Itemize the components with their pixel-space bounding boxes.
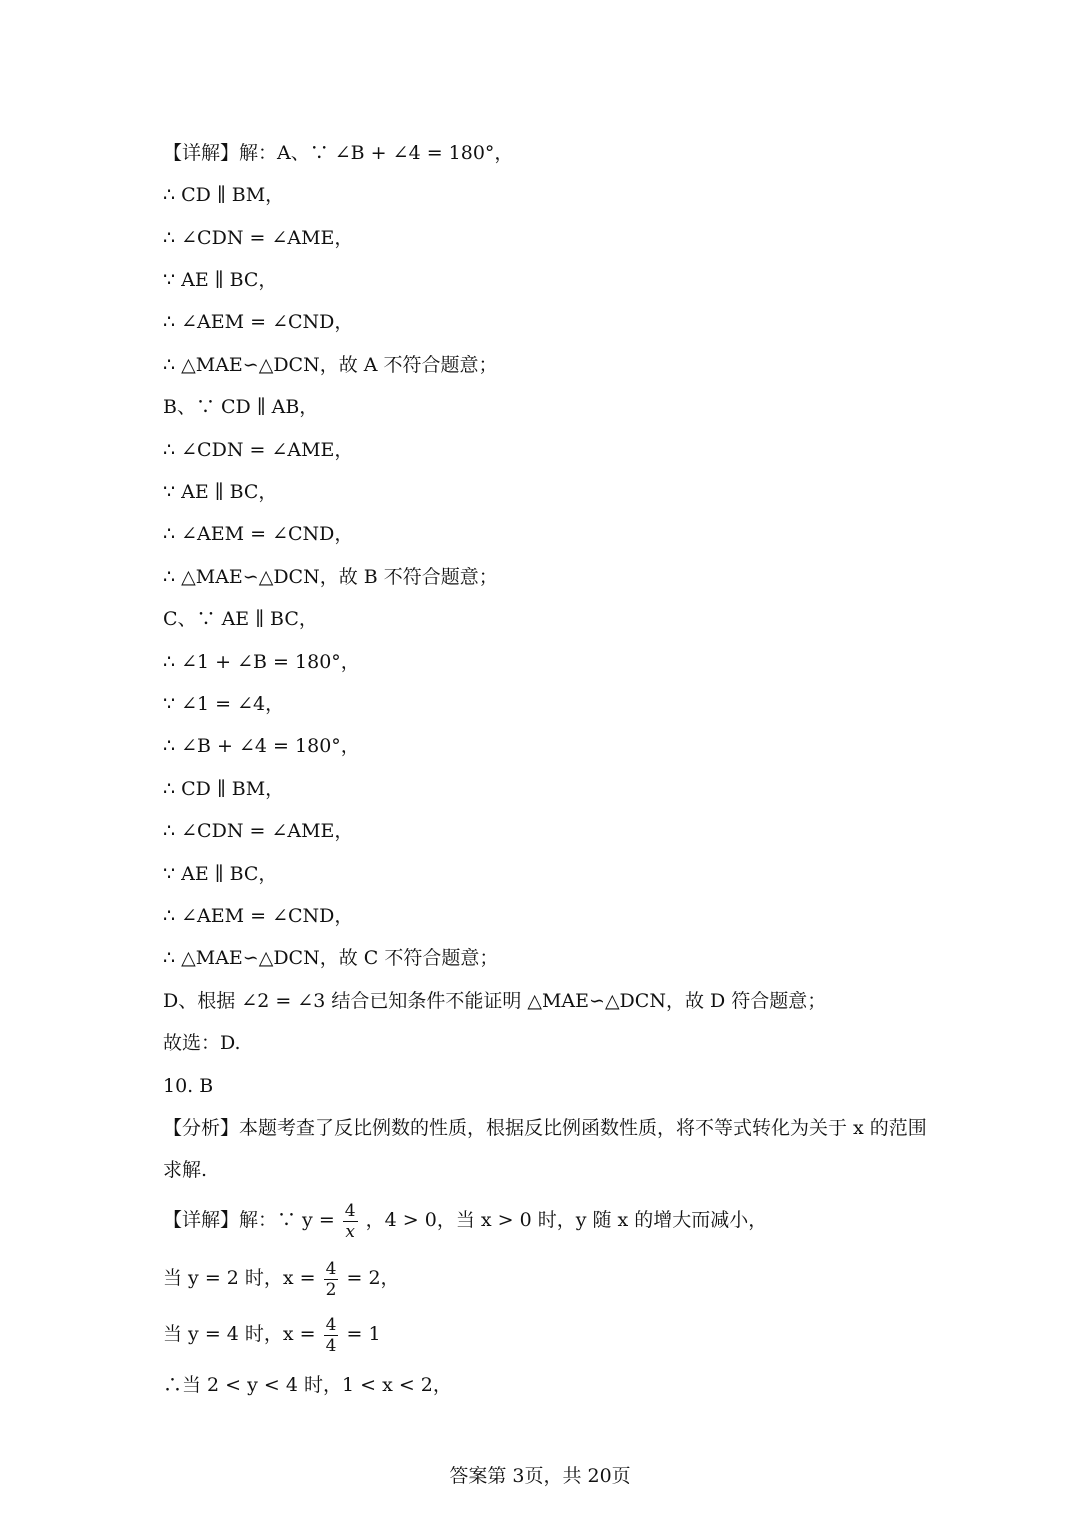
- fraction: [343, 1201, 358, 1242]
- text-line: 故选：D.: [163, 1032, 241, 1054]
- fraction-numerator: 4: [325, 1258, 337, 1279]
- text-line: ∴ △MAE∽△DCN，故 B 不符合题意；: [163, 566, 498, 588]
- case-prefix: 当 y = 2 时，x =: [163, 1267, 316, 1289]
- detail-line-fraction: [163, 1196, 767, 1244]
- case-line-2: [163, 1310, 381, 1358]
- case-line-1: [163, 1254, 400, 1302]
- text-line: ∴ ∠AEM = ∠CND，: [163, 311, 354, 333]
- case-suffix: = 2，: [346, 1267, 400, 1289]
- fraction: [324, 1259, 339, 1300]
- page-footer: 答案第 3页，共 20页: [449, 1465, 631, 1487]
- text-line: ∴ ∠AEM = ∠CND，: [163, 523, 354, 545]
- fraction-denominator: 4: [325, 1335, 337, 1356]
- text-line: ∴ ∠1 + ∠B = 180°，: [163, 651, 360, 673]
- text-line: ∴ ∠B + ∠4 = 180°，: [163, 735, 360, 757]
- fraction-numerator: 4: [325, 1314, 337, 1335]
- fraction: [324, 1315, 339, 1356]
- case-suffix: = 1: [346, 1323, 381, 1345]
- analysis-line: 求解.: [163, 1159, 208, 1181]
- fraction-denominator: 2: [325, 1279, 337, 1300]
- text-line: ∴ ∠AEM = ∠CND，: [163, 905, 354, 927]
- text-line: B、∵ CD ∥ AB，: [163, 396, 319, 418]
- text-line: ∴ ∠CDN = ∠AME，: [163, 439, 354, 461]
- text-line: 【详解】解：A、∵ ∠B + ∠4 = 180°，: [163, 142, 514, 164]
- text-line: ∵ AE ∥ BC，: [163, 863, 278, 885]
- question-number: 10. B: [163, 1075, 214, 1097]
- analysis-line: 【分析】本题考查了反比例数的性质，根据反比例函数性质，将不等式转化为关于 x 的范围: [163, 1117, 927, 1139]
- conclusion-line: ∴当 2 < y < 4 时，1 < x < 2，: [163, 1374, 452, 1396]
- text-line: D、根据 ∠2 = ∠3 结合已知条件不能证明 △MAE∽△DCN，故 D 符合题意；: [163, 990, 827, 1012]
- text-line: ∴ △MAE∽△DCN，故 A 不符合题意；: [163, 354, 498, 376]
- case-prefix: 当 y = 4 时，x =: [163, 1323, 316, 1345]
- text-line: C、∵ AE ∥ BC，: [163, 608, 318, 630]
- text-line: ∵ AE ∥ BC，: [163, 481, 278, 503]
- text-line: ∴ △MAE∽△DCN，故 C 不符合题意；: [163, 947, 499, 969]
- text-line: ∵ ∠1 = ∠4，: [163, 693, 285, 715]
- fraction-numerator: 4: [344, 1200, 356, 1221]
- detail-suffix: ，4 > 0，当 x > 0 时，y 随 x 的增大而减小，: [365, 1209, 768, 1231]
- text-line: ∴ CD ∥ BM，: [163, 184, 285, 206]
- fraction-denominator: x: [345, 1221, 355, 1242]
- text-line: ∴ ∠CDN = ∠AME，: [163, 820, 354, 842]
- text-line: ∴ ∠CDN = ∠AME，: [163, 227, 354, 249]
- text-line: ∵ AE ∥ BC，: [163, 269, 278, 291]
- text-line: ∴ CD ∥ BM，: [163, 778, 285, 800]
- detail-prefix: 【详解】解：∵ y =: [163, 1209, 335, 1231]
